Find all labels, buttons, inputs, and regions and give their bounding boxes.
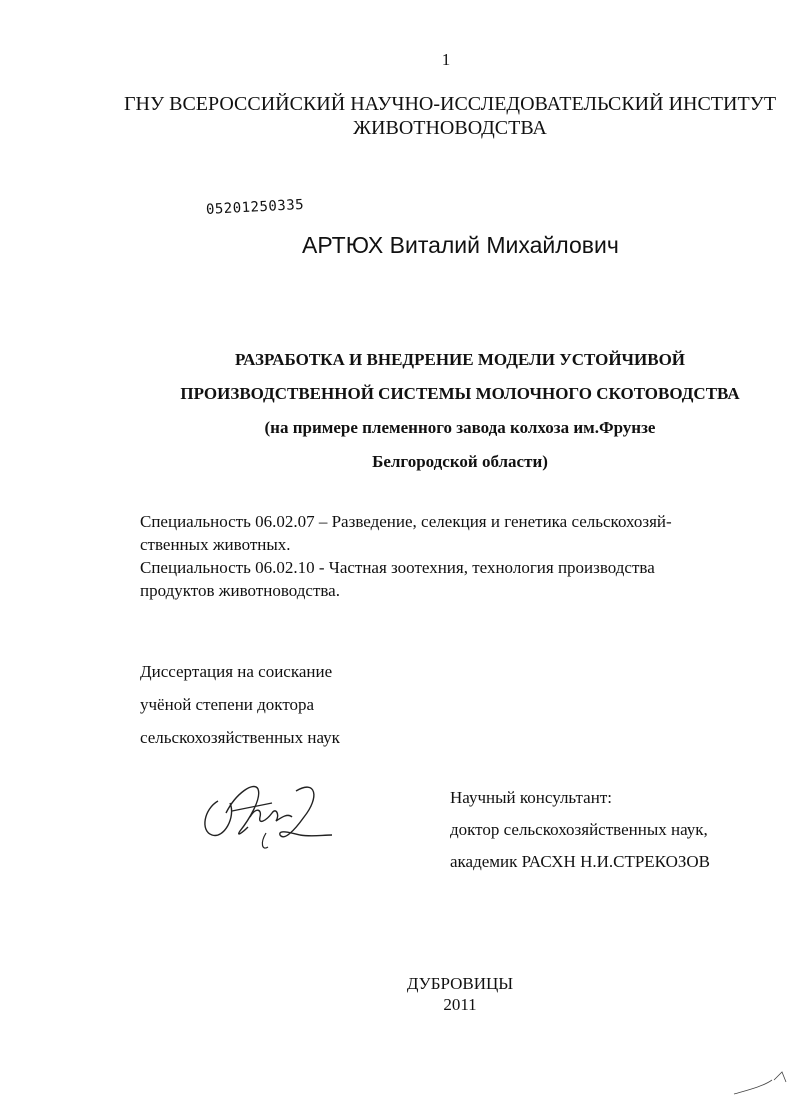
institute-name bbox=[80, 92, 797, 140]
dissertation-title bbox=[60, 343, 797, 479]
place-and-year bbox=[395, 973, 525, 1015]
degree-line-3: сельскохозяйственных наук bbox=[140, 728, 340, 747]
title-line-1: РАЗРАБОТКА И ВНЕДРЕНИЕ МОДЕЛИ УСТОЙЧИВОЙ bbox=[234, 350, 686, 369]
degree-line-2: учёной степени доктора bbox=[140, 695, 315, 714]
title-line-2: ПРОИЗВОДСТВЕННОЙ СИСТЕМЫ МОЛОЧНОГО СКОТОВОДСТВА bbox=[180, 384, 740, 403]
specialties bbox=[140, 510, 672, 602]
degree-line-1: Диссертация на соискание bbox=[140, 662, 333, 681]
scientific-consultant bbox=[450, 782, 710, 878]
signature-drawing bbox=[196, 773, 336, 853]
consultant-name: академик РАСХН Н.И.СТРЕКОЗОВ bbox=[450, 852, 711, 871]
page-number: 1 bbox=[441, 50, 451, 69]
dissertation-degree bbox=[140, 655, 340, 754]
consultant-degree: доктор сельскохозяйственных наук, bbox=[450, 820, 708, 839]
specialty-line: ственных животных. bbox=[140, 535, 291, 554]
specialty-line: Специальность 06.02.10 - Частная зоотехния, технология производства bbox=[140, 558, 655, 577]
consultant-label: Научный консультант: bbox=[450, 788, 612, 807]
pencil-mark-icon bbox=[730, 1068, 790, 1103]
author-name: АРТЮХ Виталий Михайлович bbox=[302, 232, 619, 258]
title-line-4: Белгородской области) bbox=[372, 452, 548, 471]
year: 2011 bbox=[443, 995, 477, 1014]
city-name: ДУБРОВИЦЫ bbox=[406, 974, 514, 993]
specialty-line: Специальность 06.02.07 – Разведение, селекция и генетика сельскохозяй- bbox=[140, 512, 672, 531]
institute-line-1: ГНУ ВСЕРОССИЙСКИЙ НАУЧНО-ИССЛЕДОВАТЕЛЬСКИЙ ИНСТИТУТ bbox=[123, 93, 777, 115]
specialty-line: продуктов животноводства. bbox=[140, 581, 340, 600]
institute-line-2: ЖИВОТНОВОДСТВА bbox=[353, 117, 547, 139]
library-stamp-number: 05201250335 bbox=[205, 196, 305, 218]
pencil-mark-drawing bbox=[730, 1068, 790, 1098]
signature-icon bbox=[196, 773, 336, 858]
title-line-3: (на примере племенного завода колхоза им.Фрунзе bbox=[264, 418, 656, 437]
